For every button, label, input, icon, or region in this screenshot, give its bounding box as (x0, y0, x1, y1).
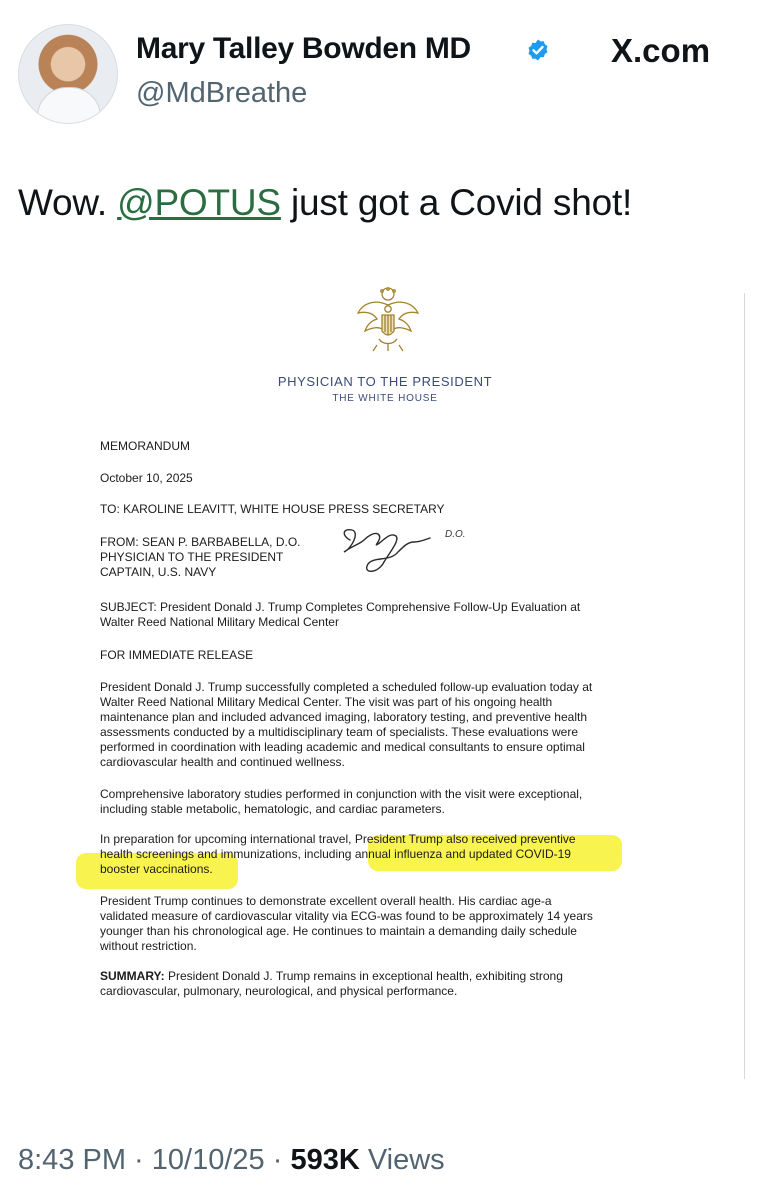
signature-suffix: D.O. (445, 529, 466, 540)
verified-badge-icon (526, 38, 550, 62)
x-com-label: X.com (611, 32, 711, 69)
memo-line: President Donald J. Trump successfully completed a scheduled follow-up evaluation today at (100, 680, 593, 694)
tweet-date[interactable]: 10/10/25 (151, 1144, 265, 1176)
memo-line: assessments conducted by a multidisciplinary team of specialists. These evaluations were (100, 725, 579, 739)
memo-line: performed in coordination with leading academic and medical consultants to ensure optimal (100, 740, 585, 754)
tweet-time[interactable]: 8:43 PM (18, 1144, 126, 1176)
author-handle[interactable]: @MdBreathe (136, 77, 308, 109)
avatar-figure (37, 87, 101, 124)
memo-paragraph-1 (100, 680, 660, 770)
memo-line: including stable metabolic, hematologic, and cardiac parameters. (100, 802, 445, 816)
memo-from-line: CAPTAIN, U.S. NAVY (100, 565, 217, 579)
footer-separator: · (126, 1144, 152, 1176)
views-count: 593K (290, 1144, 360, 1176)
handwritten-signature (338, 522, 448, 582)
memo-paragraph-4 (100, 894, 660, 954)
memo-line: cardiovascular health and continued wellness. (100, 755, 345, 769)
memo-type: MEMORANDUM (100, 439, 190, 453)
letterhead-title: PHYSICIAN TO THE PRESIDENT (277, 374, 493, 389)
presidential-seal-icon (355, 285, 421, 357)
memo-summary (100, 969, 660, 999)
author-name[interactable]: Mary Talley Bowden MD (136, 32, 471, 65)
memo-line: booster vaccinations. (100, 862, 213, 876)
memo-line: younger than his chronological age. He continues to maintain a demanding daily schedule (100, 924, 577, 938)
views-label: Views (359, 1144, 445, 1176)
memo-line: maintenance plan and included advanced imaging, laboratory testing, and preventive health (100, 710, 587, 724)
tweet-footer (18, 1144, 445, 1177)
memo-line: President Trump continues to demonstrate excellent overall health. His cardiac age-a (100, 894, 552, 908)
mention-link[interactable]: @POTUS (117, 182, 281, 223)
memo-line: Comprehensive laboratory studies performed in conjunction with the visit were exceptional, (100, 787, 583, 801)
letterhead-subtitle: THE WHITE HOUSE (332, 393, 438, 404)
memo-line: cardiovascular, pulmonary, neurological, and physical performance. (100, 984, 458, 998)
memo-line: In preparation for upcoming international travel, President Trump also received preventive (100, 832, 576, 846)
memo-paragraph-3 (100, 832, 660, 877)
memo-date: October 10, 2025 (100, 471, 193, 485)
memo-line: Walter Reed National Military Medical Center. The visit was part of his ongoing health (100, 695, 553, 709)
memo-from-line: FROM: SEAN P. BARBABELLA, D.O. (100, 535, 301, 549)
memo-subject (100, 600, 660, 630)
tweet-text-suffix: just got a Covid shot! (280, 182, 633, 223)
memo-from-line: PHYSICIAN TO THE PRESIDENT (100, 550, 284, 564)
tweet-text (18, 182, 632, 224)
author-avatar[interactable] (18, 24, 118, 124)
memo-release: FOR IMMEDIATE RELEASE (100, 648, 254, 662)
tweet-header (0, 0, 763, 140)
memo-line: without restriction. (100, 939, 197, 953)
attached-memo-image[interactable] (0, 285, 763, 1085)
document-edge (744, 293, 745, 1079)
memo-subject-line: SUBJECT: President Donald J. Trump Completes Comprehensive Follow-Up Evaluation at (100, 600, 581, 614)
memo-line: validated measure of cardiovascular vitality via ECG-was found to be approximately 14 years (100, 909, 593, 923)
memo-paragraph-2 (100, 787, 660, 817)
footer-separator: · (264, 1144, 291, 1176)
tweet-text-prefix: Wow. (18, 182, 118, 223)
memo-to: TO: KAROLINE LEAVITT, WHITE HOUSE PRESS SECRETARY (100, 502, 445, 516)
summary-label: SUMMARY: (100, 969, 165, 983)
memo-subject-line: Walter Reed National Military Medical Center (100, 615, 339, 629)
memo-line: health screenings and immunizations, including annual influenza and updated COVID-19 (100, 847, 571, 861)
memo-line: President Donald J. Trump remains in exceptional health, exhibiting strong (164, 969, 563, 983)
